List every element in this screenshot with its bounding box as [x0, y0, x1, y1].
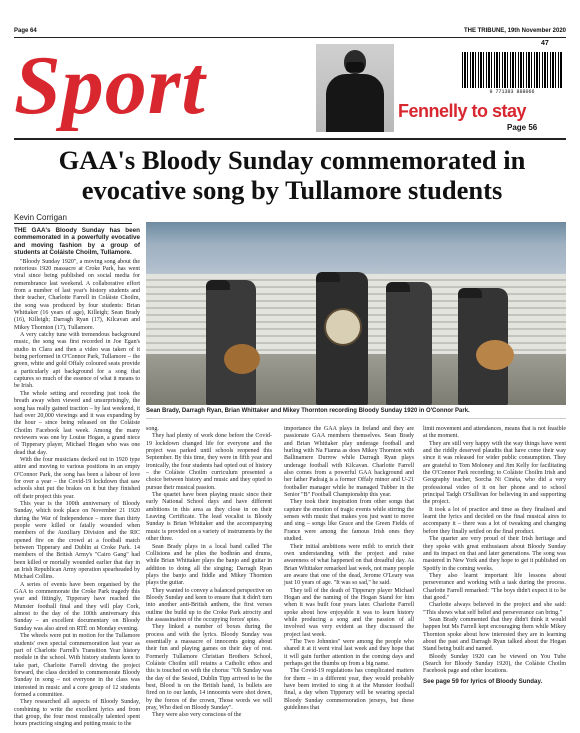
paragraph: With the four musicians decked out in 1920 type attire and moving to various positions in an empty O'Connor Park, the song has been a labour of love for over a year – the Covid-19 lockdown that saw schools shut put the brakes on it but they finished off their project this year. — [14, 456, 140, 500]
paragraph: limit movement and attendances, means that is not feasible at the moment. — [423, 426, 566, 440]
article-column-2 — [146, 426, 272, 720]
article-lead: THE GAA's Bloody Sunday has been commemorated in a powerfully evocative and moving fashion by a group of students at Coláiste Choilm, Tullamore. — [14, 227, 140, 257]
headline-rule — [14, 138, 566, 140]
paragraph: song. — [146, 426, 159, 432]
paragraph: The quartet have been playing music since their early National School days and have different ambitions in this area as they close in on their Leaving Certificate. The lead vocalist is Bloody Sunday is Brian Whittaker and the accompanying music is provided on a variety of instruments by the other three. — [146, 492, 272, 543]
person-body — [326, 74, 384, 132]
paragraph: They linked a number of boxes during the process and with the lyrics. Bloody Sunday was essentially a massacre of innocents going about their fun and playing games on their day of rest. Formerly Tullamore Christian Brothers School, Coláiste Choilm still retains a Catholic ethos and this is touched on with the chorus: "Oh Sunday was the day of the Sesiod, Dublin Tipp arrived to be the best, Blood is on the British hand, 1s bullets are fired on to our lands, 14 innocents were shot down, by the forces of the crown, Those words we will pray, Who died on Bloody Sunday". — [146, 624, 272, 712]
paragraph: They were also very conscious of the — [152, 712, 242, 719]
paragraph: A series of events have been organised by the GAA to commemorate the Croke Park tragedy this year and fittingly, Tipperary have reached the Munster football final and they will play Cork, almost to the day of the 100th anniversary this Sunday – an excellent documentary on Bloody Sunday was also aired on RTÉ on Monday evening. — [14, 581, 140, 632]
paragraph: A very catchy tune with tremendous background music, the song was first recorded in Joe Egan's studio in Clara and then a video was taken of it being performed in O'Connor Park, Tullamore – the green, white and gold Offaly coloured seats provide a particularly apt background for a song that captures so much of the essence of what it means to be Irish. — [14, 332, 140, 390]
flat-cap — [458, 288, 482, 298]
teaser-photo[interactable] — [316, 44, 394, 132]
face-mask — [346, 62, 364, 72]
paragraph: The wheels were put in motion for the Tullamore students' own special commemoration last year as part of Charlotte Farrell's Transition Year history module in the school. With history students keen to take part, Charlotte Farrell driving the project forward, the class decided to commemorate Bloody Sunday in song – not everyone in the class was interested in music and a core group of 12 students formed a committee. — [14, 633, 140, 698]
paragraph: The whole setting and recording just took the breath away when viewed and unsurprisingly, the song has really gained traction – by last weekend, it had over 20,000 viewings and it was expanding by the hour – since being released on the Coláiste Choilm Facebook last week. Among the many reviewers was one by Louise Hogan, a grand niece of Tipperary player, Michael Hogan who was one dead that day. — [14, 390, 140, 456]
caption-rule — [146, 418, 566, 419]
article-photo[interactable] — [146, 222, 566, 405]
bodhran-drum-icon — [324, 308, 362, 346]
paragraph: Their initial ambitions were mild: to enrich their own understanding with the project and raise awareness of what happened on that dreadful day. As Brian Whittaker remarked last week, not many people are aware that one of the dead, Jerome O'Leary was just 10 years of age. "It was so sad," he said. — [284, 543, 414, 587]
paragraph: They wanted to convey a balanced perspective on Bloody Sunday and keen to ensure that it didn't turn into another anti-British anthem, the first verses outline the build up to the Croke Park atrocity and the assassination of the occupying forces' spies. — [146, 587, 272, 623]
see-also-link[interactable]: See page 59 for lyrics of Bloody Sunday. — [423, 677, 543, 685]
flat-cap — [316, 272, 340, 282]
paragraph: "Bloody Sunday 1920", a moving song about the notorious 1920 massacre at Croke Park, has went viral since being published on social media for remembrance last weekend. A collaborative effort from a number of last year's history students and their teacher, Charlotte Farrell in Coláiste Choilm, the song was produced by four students: Brian Whittaker (16 years of age), Killeigh; Sean Brady (16), Killeigh; Darragh Ryan (17), Kilcavan and Mikey Thornton (17), Tullamore. — [14, 258, 140, 331]
flat-cap — [206, 280, 230, 290]
teaser-page: Page 56 — [507, 123, 538, 132]
guitar-icon — [476, 340, 514, 370]
paragraph: Charlotte always believed in the project and she said: "This shows what self belief and perseverance can bring." — [423, 602, 566, 616]
article-column-1 — [14, 227, 140, 729]
barcode-number: 9 771393 888066 — [489, 89, 535, 95]
flat-cap — [386, 282, 410, 292]
paragraph: importance the GAA plays in Ireland and they are passionate GAA members themselves. Sean Brady and Brian Whittaker play underage football and hurling with Na Fianna as does Mikey Thornton with Ballinamere Durrow while Darragh Ryan plays underage football with Kilcavan. Charlotte Farrell also comes from a powerful GAA background and her father Padraig is a former Offaly minor and U-21 footballer manager while he managed Tubber in the Senior "B" Football Championship this year. — [284, 426, 414, 499]
teaser-headline[interactable]: Fennelly to stay — [398, 101, 527, 121]
paragraph: The quarter are very proud of their Irish heritage and they spoke with great enthusiasm about Bloody Sunday and its impact on that and later generations. The song was mastered in New York and they hope to get it published on Spotify in the coming weeks. — [423, 536, 566, 572]
guitar-icon — [224, 344, 260, 374]
photo-caption: Sean Brady, Darragh Ryan, Brian Whittaker and Mikey Thornton recording Bloody Sunday 1920 in O'Connor Park. — [146, 408, 470, 414]
paragraph: Bloody Sunday 1920 can be viewed on You Tube (Search for Bloody Sunday 1920), the Coláiste Choilm Facebook page and other locations. — [423, 653, 566, 675]
article-column-4 — [423, 426, 566, 685]
masthead-date: THE TRIBUNE, 19th November 2020 — [463, 28, 566, 34]
issue-number: 47 — [541, 40, 549, 47]
paragraph: They also learnt important life lessons about perseverance and working with a task during the process. Charlotte Farrell remarked: "The boys didn't expect it to be that good." — [423, 572, 566, 601]
paragraph: Sean Brady commented that they didn't think it would happen but Ms Farrell kept encouraging them while Mikey Thornton spoke about how interested they are in learning about the past and Darragh Ryan talked about the Hogan Stand being built and named. — [423, 616, 566, 653]
page-number: Page 64 — [14, 28, 37, 34]
paragraph: They are still very happy with the way things have went and the riddly deserved plaudits that have come their way since it was released for wider public consumption. They are grateful to Tom Moloney and Jim Kelly for facilitating the O'Connor Park recording; to Coláiste Choilm Irish and Geography teacher, Sorcha Ni Cinéta, who did a very professional video of it on her phone and to school principal Tadgh O'Sullivan for believing in and supporting the project. — [423, 440, 566, 506]
paragraph: This year is the 100th anniversary of Bloody Sunday, which took place on November 21 1920 during the War of Independence – more than thirty people were killed or fatally wounded when members of the Auxiliary Division and the RIC opened fire on the crowd at a football match between Tipperary and Dublin at Croke Park. 14 members of the British Army's "Cairo Gang" had been killed or mortally wounded earlier that day in an Irish Republican Army operation spearheaded by Michael Collins. — [14, 500, 140, 581]
byline: Kevin Corrigan — [14, 213, 67, 222]
section-title: Sport — [14, 39, 206, 132]
article-headline: GAA's Bloody Sunday commemorated in evocative song by Tullamore students — [58, 145, 526, 205]
byline-rule — [14, 223, 132, 224]
stand-roof — [146, 222, 566, 244]
paragraph: Sean Brady plays in a local band called The Collisions and he plies the bodhrán and drums, while Brian Whittaker plays the banjo and guitar in addition to doing all the singing; Darragh Ryan plays the banjo and fiddle and Mikey Thornton plays the guitar. — [146, 543, 272, 587]
paragraph: "The Two Johnnies" were among the people who shared it at it went viral last week and they hope that it will gain further attention in the coming days and perhaps get the thumbs up from a big name. — [284, 638, 414, 667]
paragraph: They tell of the death of Tipperary player Michael Hogan and the naming of the Hogan Stand for him when it was built four years later. Charlotte Farrell spoke about how enjoyable it was to learn history while producing a song and the passion of all involved was very evident as they discussed the project last week. — [284, 587, 414, 638]
barcode-bars — [462, 52, 562, 88]
paragraph: They had plenty of work done before the Covid-19 lockdown changed life for everyone and the project was parked until schools reopened this September. By this time, they were in fifth year and ironically, the four students had opted out of history – the Coláiste Choilm curriculum presented a choice between history and music and they opted to pursue their musical passion. — [146, 433, 272, 491]
paragraph: The Covid-19 regulations has complicated matters for them – in a different year, they would probably have been invited to sing it at the Munster football final, a day when Tipperary will be wearing special Bloody Sunday commemoration jerseys, but these guidelines that — [284, 668, 414, 712]
paragraph: It took a lot of practice and time as they finalised and learnt the lyrics and decided on the final musical aires to accompany it – there was a lot of tweaking and changing before they finally settled on the final product. — [423, 506, 566, 535]
musician-figure — [206, 280, 256, 405]
article-column-3 — [284, 426, 414, 712]
paragraph: They took their inspiration from other songs that capture the emotion of tragic events while stirring the senses with music that makes you just want to move and sing – songs like Grace and the Green Fields of France were among the famous Irish ones they studied. — [284, 499, 414, 543]
barcode — [462, 52, 562, 98]
musician-figure — [386, 282, 432, 405]
paragraph: They researched all aspects of Bloody Sunday, combining to write the excellent lyrics and from that group, the four most musically talented spent hours practicing singing and putting music to the — [14, 699, 140, 728]
